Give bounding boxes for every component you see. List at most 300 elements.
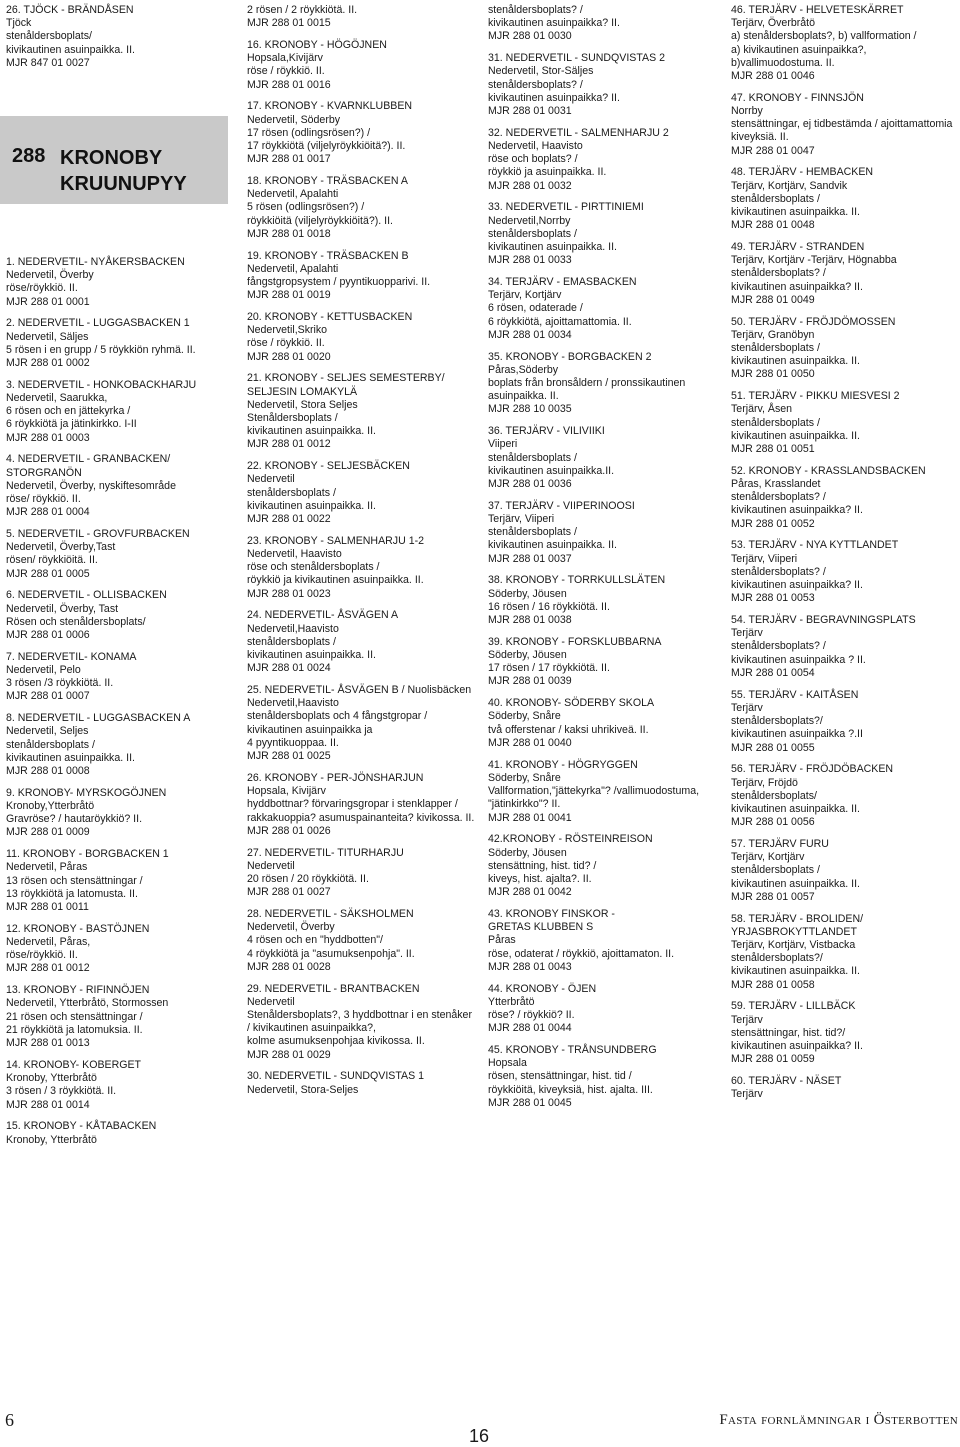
site-detail-line: MJR 288 01 0033: [488, 254, 572, 267]
site-detail-line: Viiperi: [488, 438, 518, 451]
site-detail-line: stenåldersboplats?/: [731, 715, 823, 728]
site-heading: 18. KRONOBY - TRÄSBACKEN A: [247, 175, 408, 188]
site-entry: [488, 759, 723, 825]
site-detail-line: MJR 288 01 0016: [247, 78, 331, 91]
site-detail-line: Terjärv: [731, 1013, 763, 1026]
site-detail-line: / kivikautinen asuinpaikka?,: [247, 1022, 376, 1035]
site-heading: 20. KRONOBY - KETTUSBACKEN: [247, 311, 413, 324]
site-detail-line: MJR 288 01 0051: [731, 443, 815, 456]
site-detail-line: Terjärv, Överbråtö: [731, 17, 815, 30]
site-detail-line: Nedervetil: [247, 473, 295, 486]
site-heading: 15. KRONOBY - KÅTABACKEN: [6, 1120, 157, 1133]
site-detail-line: MJR 288 01 0027: [247, 886, 331, 899]
site-detail-line: kivikautinen asuinpaikka? II.: [488, 91, 620, 104]
site-detail-line: röykkiöitä, kiveyksiä, hist. ajalta. III.: [488, 1083, 653, 1096]
site-detail-line: MJR 288 01 0028: [247, 960, 331, 973]
site-detail-line: stenåldersboplats /: [488, 526, 577, 539]
site-entry: [731, 614, 959, 680]
site-detail-line: stenåldersboplats /: [488, 227, 577, 240]
site-detail-line: MJR 288 01 0058: [731, 978, 815, 991]
site-detail-line: YRJASBROKYTTLANDET: [731, 925, 857, 938]
site-detail-line: 17 rösen / 17 röykkiötä. II.: [488, 662, 610, 675]
site-entry: [247, 847, 482, 900]
site-detail-line: 4 röykkiötä ja "asumuksenpohja". II.: [247, 947, 415, 960]
site-detail-line: MJR 288 01 0018: [247, 227, 331, 240]
site-heading: 53. TERJÄRV - NYA KYTTLANDET: [731, 539, 899, 552]
site-entry: [6, 1059, 241, 1112]
site-detail-line: MJR 288 01 0029: [247, 1048, 331, 1061]
site-detail-line: 21 rösen och stensättningar /: [6, 1010, 143, 1023]
site-detail-line: Terjärv, Åsen: [731, 403, 793, 416]
site-detail-line: 6 rösen, odaterade /: [488, 302, 583, 315]
site-entry: [731, 763, 959, 829]
site-heading: 4. NEDERVETIL - GRANBACKEN/: [6, 453, 171, 466]
site-detail-line: Nedervetil, Seljes: [6, 725, 89, 738]
site-entry: [247, 772, 482, 838]
site-detail-line: stenåldersboplats/: [6, 30, 92, 43]
site-heading: 35. KRONOBY - BORGBACKEN 2: [488, 350, 652, 363]
site-detail-line: Nedervetil,Haavisto: [247, 622, 339, 635]
site-detail-line: Nedervetil,Haavisto: [247, 697, 339, 710]
site-detail-line: stenåldersboplats /: [731, 864, 820, 877]
site-heading: 27. NEDERVETIL- TITURHARJU: [247, 846, 404, 859]
site-detail-line: stenåldersboplats/: [731, 789, 817, 802]
site-entry: [6, 651, 241, 704]
site-detail-line: Tjöck: [6, 17, 32, 30]
site-entry: [247, 609, 482, 675]
site-entry: [731, 1075, 959, 1101]
site-entry: [6, 589, 241, 642]
site-entry: [247, 311, 482, 364]
site-detail-line: stenåldersboplats? /: [488, 78, 583, 91]
site-entry: [247, 175, 482, 241]
site-detail-line: MJR 288 01 0019: [247, 289, 331, 302]
site-heading: 7. NEDERVETIL- KONAMA: [6, 650, 137, 663]
site-detail-line: Terjärv, Viiperi: [731, 552, 798, 565]
site-detail-line: Terjärv, Kortjärv: [488, 289, 562, 302]
site-detail-line: MJR 288 01 0001: [6, 295, 90, 308]
site-detail-line: kiveyksiä. II.: [731, 131, 789, 144]
site-entry: [488, 636, 723, 689]
page-number-center: 16: [469, 1426, 490, 1446]
site-detail-line: kiveys, hist. ajalta?. II.: [488, 872, 592, 885]
site-heading: 11. KRONOBY - BORGBACKEN 1: [6, 848, 169, 861]
site-heading: 36. TERJÄRV - VILIVIIKI: [488, 425, 605, 438]
site-heading: 59. TERJÄRV - LILLBÄCK: [731, 1000, 856, 1013]
site-detail-line: kolme asumuksenpohjaa kivikossa. II.: [247, 1035, 425, 1048]
site-detail-line: MJR 288 01 0054: [731, 666, 815, 679]
site-detail-line: 17 röykkiötä (viljelyröykkiöitä?). II.: [247, 140, 406, 153]
site-entry: [6, 848, 241, 914]
site-entry: [488, 500, 723, 566]
municipality-name-fi: KRUUNUPYY: [60, 173, 187, 195]
site-detail-line: MJR 288 01 0004: [6, 506, 90, 519]
site-detail-line: stenåldersboplats /: [488, 451, 577, 464]
site-detail-line: MJR 288 01 0012: [247, 438, 331, 451]
site-detail-line: Nedervetil, Överby: [247, 921, 335, 934]
site-detail-line: Terjärv, Granöbyn: [731, 328, 815, 341]
site-entry: [247, 250, 482, 303]
site-detail-line: MJR 288 01 0003: [6, 431, 90, 444]
site-heading: 45. KRONOBY - TRÅNSUNDBERG: [488, 1043, 657, 1056]
site-detail-line: MJR 288 01 0039: [488, 675, 572, 688]
site-detail-line: stensättningar, hist. tid?/: [731, 1026, 846, 1039]
site-detail-line: 5 rösen i en grupp / 5 röykkiön ryhmä. II.: [6, 343, 196, 356]
site-heading: 26. KRONOBY - PER-JÖNSHARJUN: [247, 771, 424, 784]
column-2-list: [247, 4, 482, 1105]
site-heading: 31. NEDERVETIL - SUNDQVISTAS 2: [488, 52, 666, 65]
site-heading: 56. TERJÄRV - FRÖJDÖBACKEN: [731, 763, 894, 776]
site-entry: [247, 908, 482, 974]
site-heading: 16. KRONOBY - HÖGÖJNEN: [247, 39, 387, 51]
site-detail-line: kivikautinen asuinpaikka. II.: [731, 206, 860, 219]
site-detail-line: stenåldersboplats? /: [731, 491, 826, 504]
site-heading: 37. TERJÄRV - VIIPERINOOSI: [488, 499, 635, 512]
site-entry: [488, 201, 723, 267]
site-detail-line: Nedervetil, Stora Seljes: [247, 398, 358, 411]
site-heading: 3. NEDERVETIL - HONKOBACKHARJU: [6, 378, 197, 391]
site-detail-line: Söderby, Snåre: [488, 710, 561, 723]
site-detail-line: stenåldersboplats /: [6, 738, 95, 751]
site-detail-line: MJR 288 01 0047: [731, 144, 815, 157]
site-detail-line: MJR 288 01 0023: [247, 587, 331, 600]
site-detail-line: MJR 288 01 0009: [6, 826, 90, 839]
site-detail-line: MJR 288 01 0011: [6, 901, 89, 914]
site-entry: [6, 379, 241, 445]
site-detail-line: Norrby: [731, 105, 763, 118]
site-entry: [731, 913, 959, 992]
site-detail-line: MJR 288 01 0037: [488, 552, 572, 565]
site-heading: 34. TERJÄRV - EMASBACKEN: [488, 276, 637, 289]
site-detail-line: kivikautinen asuinpaikka. II.: [247, 649, 376, 662]
site-heading: 6. NEDERVETIL - OLLISBACKEN: [6, 589, 167, 602]
site-entry: [247, 39, 482, 92]
site-detail-line: a) stenåldersboplats?, b) vallformation /: [731, 30, 917, 43]
site-detail-line: MJR 288 01 0013: [6, 1037, 90, 1050]
site-detail-line: röse och stenåldersboplats /: [247, 561, 380, 574]
site-detail-line: MJR 288 01 0022: [247, 513, 331, 526]
site-detail-line: MJR 288 01 0034: [488, 328, 572, 341]
page-number-left: 6: [5, 1410, 14, 1430]
site-detail-line: MJR 288 01 0006: [6, 629, 90, 642]
site-detail-line: Söderby, Jöusen: [488, 587, 567, 600]
site-detail-line: Kronoby, Ytterbråtö: [6, 1072, 97, 1085]
site-detail-line: MJR 288 01 0007: [6, 690, 90, 703]
site-detail-line: Nedervetil, Överby,Tast: [6, 541, 116, 554]
site-heading: 29. NEDERVETIL - BRANTBACKEN: [247, 982, 420, 995]
site-detail-line: boplats från bronsåldern / pronssikautinen: [488, 377, 686, 390]
site-detail-line: Nedervetil, Överby, nyskiftesområde: [6, 479, 176, 492]
site-detail-line: Hopsala, Kivijärv: [247, 785, 326, 798]
site-detail-line: MJR 288 01 0050: [731, 368, 815, 381]
site-detail-line: MJR 288 01 0048: [731, 219, 815, 232]
site-detail-line: Kronoby,Ytterbråtö: [6, 800, 95, 813]
site-detail-line: hyddbottnar? förvaringsgropar i stenklapper /: [247, 798, 458, 811]
site-heading: 14. KRONOBY- KOBERGET: [6, 1058, 142, 1071]
site-detail-line: Nedervetil: [247, 859, 295, 872]
column-1-list: [6, 256, 241, 1155]
site-entry: [488, 351, 723, 417]
site-entry: [488, 276, 723, 342]
site-detail-line: Nedervetil, Säljes: [6, 330, 89, 343]
site-entry: [247, 535, 482, 601]
site-heading: 23. KRONOBY - SALMENHARJU 1-2: [247, 534, 425, 547]
site-heading: 58. TERJÄRV - BROLIDEN/: [731, 912, 864, 925]
site-detail-line: stenåldersboplats? /: [731, 565, 826, 578]
site-detail-line: MJR 288 01 0020: [247, 350, 331, 363]
site-detail-line: kivikautinen asuinpaikka ja: [247, 723, 373, 736]
site-entry: [488, 983, 723, 1036]
site-detail-line: MJR 288 01 0014: [6, 1098, 90, 1111]
site-detail-line: stenåldersboplats och 4 fångstgropar /: [247, 710, 428, 723]
site-detail-line: 13 röykkiötä ja latomusta. II.: [6, 887, 138, 900]
column-1: [6, 4, 241, 79]
site-detail-line: Terjärv, Viiperi: [488, 513, 555, 526]
site-detail-line: 13 rösen och stensättningar /: [6, 874, 143, 887]
site-entry: [6, 453, 241, 519]
site-detail-line: Hopsala: [488, 1057, 527, 1070]
site-detail-line: MJR 288 01 0053: [731, 592, 815, 605]
site-detail-line: kivikautinen asuinpaikka. II.: [488, 241, 617, 254]
site-detail-line: MJR 288 01 0024: [247, 662, 331, 675]
site-entry: [6, 4, 241, 70]
site-detail-line: MJR 288 01 0012: [6, 962, 90, 975]
site-heading: 40. KRONOBY- SÖDERBY SKOLA: [488, 697, 655, 710]
site-detail-line: MJR 288 01 0036: [488, 478, 572, 491]
site-entry: [247, 372, 482, 451]
site-detail-line: Rösen och stenåldersboplats/: [6, 615, 146, 628]
site-detail-line: Nedervetil, Ytterbråtö, Stormossen: [6, 997, 169, 1010]
site-detail-line: 4 rösen och en "hyddbotten"/: [247, 934, 383, 947]
site-heading: 48. TERJÄRV - HEMBACKEN: [731, 166, 874, 179]
site-heading: 5. NEDERVETIL - GROVFURBACKEN: [6, 528, 190, 541]
site-heading: 21. KRONOBY - SELJES SEMESTERBY/: [247, 372, 445, 385]
site-detail-line: stenåldersboplats /: [247, 635, 336, 648]
site-heading: 25. NEDERVETIL- ÅSVÄGEN B / Nuolisbäcken: [247, 684, 472, 697]
site-heading: 39. KRONOBY - FORSKLUBBARNA: [488, 635, 662, 648]
site-entry: [731, 241, 959, 307]
site-entry: [6, 923, 241, 976]
site-detail-line: MJR 288 01 0032: [488, 179, 572, 192]
site-detail-line: Söderby, Jöusen: [488, 846, 567, 859]
site-detail-line: rösen/ röykkiöitä. II.: [6, 554, 98, 567]
site-detail-line: röse och boplats? /: [488, 153, 578, 166]
site-heading: 43. KRONOBY FINSKOR -: [488, 907, 615, 920]
site-entry: [247, 684, 482, 763]
site-detail-line: Nedervetil, Stora-Seljes: [247, 1083, 359, 1096]
site-detail-line: kivikautinen asuinpaikka. II.: [247, 425, 376, 438]
site-detail-line: Stenåldersboplats /: [247, 412, 338, 425]
site-heading: 57. TERJÄRV FURU: [731, 837, 829, 850]
site-detail-line: 6 rösen och en jättekyrka /: [6, 405, 131, 418]
site-heading: 44. KRONOBY - ÖJEN: [488, 982, 597, 995]
site-detail-line: 3 rösen /3 röykkiötä. II.: [6, 677, 114, 690]
site-detail-line: Påras,Söderby: [488, 363, 559, 376]
site-detail-line: MJR 288 01 0049: [731, 293, 815, 306]
municipality-name-sv: KRONOBY: [60, 147, 163, 169]
site-detail-line: röykkiö ja kivikautinen asuinpaikka. II.: [247, 574, 424, 587]
site-detail-line: röse / röykkiö. II.: [247, 337, 325, 350]
site-detail-line: kivikautinen asuinpaikka? II.: [731, 280, 863, 293]
site-detail-line: MJR 288 01 0015: [247, 17, 331, 30]
site-detail-line: 4 pyyntikuoppaa. II.: [247, 736, 339, 749]
municipality-number: 288: [12, 145, 46, 167]
site-detail-line: Gravröse? / hautaröykkiö? II.: [6, 813, 143, 826]
site-detail-line: röse? / röykkiö? II.: [488, 1008, 575, 1021]
site-entry: [247, 4, 482, 30]
site-detail-line: 21 röykkiötä ja latomuksia. II.: [6, 1023, 143, 1036]
site-heading: 26. TJÖCK - BRÄNDÅSEN: [6, 4, 134, 16]
site-detail-line: Nedervetil, Haavisto: [488, 140, 583, 153]
site-detail-line: MJR 288 01 0059: [731, 1053, 815, 1066]
site-detail-line: STORGRANÖN: [6, 466, 82, 479]
site-detail-line: kivikautinen asuinpaikka? II.: [731, 579, 863, 592]
site-detail-line: MJR 288 01 0042: [488, 886, 572, 899]
site-detail-line: MJR 288 01 0044: [488, 1022, 572, 1035]
site-detail-line: kivikautinen asuinpaikka ?.II: [731, 728, 863, 741]
site-heading: 41. KRONOBY - HÖGRYGGEN: [488, 758, 638, 771]
site-detail-line: röse/röykkiö. II.: [6, 282, 78, 295]
site-entry: [488, 127, 723, 193]
site-detail-line: Nedervetil, Apalahti: [247, 262, 339, 275]
site-entry: [731, 465, 959, 531]
site-heading: 52. KRONOBY - KRASSLANDSBACKEN: [731, 464, 926, 477]
site-detail-line: Nedervetil: [247, 995, 295, 1008]
site-detail-line: stenåldersboplats /: [731, 192, 820, 205]
site-detail-line: Ytterbråtö: [488, 995, 535, 1008]
site-detail-line: kivikautinen asuinpaikka? II.: [731, 504, 863, 517]
site-entry: [6, 787, 241, 840]
site-heading: 1. NEDERVETIL- NYÅKERSBACKEN: [6, 256, 185, 268]
site-detail-line: stenåldersboplats /: [247, 486, 336, 499]
site-detail-line: kivikautinen asuinpaikka? II.: [731, 1039, 863, 1052]
running-footer-title: Fasta fornlämningar i Österbotten: [719, 1412, 958, 1428]
site-entry: [731, 390, 959, 456]
site-heading: 42.KRONOBY - RÖSTEINREISON: [488, 833, 653, 846]
site-detail-line: Nedervetil, Saarukka,: [6, 392, 108, 405]
site-detail-line: MJR 288 01 0056: [731, 816, 815, 829]
site-heading: 33. NEDERVETIL - PIRTTINIEMI: [488, 201, 644, 214]
site-detail-line: Terjärv: [731, 1088, 763, 1101]
site-detail-line: 17 rösen (odlingsrösen?) /: [247, 126, 371, 139]
site-heading: 19. KRONOBY - TRÄSBACKEN B: [247, 249, 409, 262]
site-detail-line: Terjärv, Fröjdö: [731, 776, 798, 789]
site-detail-line: Nedervetil, Överby, Tast: [6, 602, 119, 615]
site-detail-line: a) kivikautinen asuinpaikka?,: [731, 43, 867, 56]
site-heading: 28. NEDERVETIL - SÄKSHOLMEN: [247, 907, 414, 920]
site-detail-line: stenåldersboplats /: [731, 342, 820, 355]
site-detail-line: kivikautinen asuinpaikka. II.: [731, 429, 860, 442]
site-heading: 49. TERJÄRV - STRANDEN: [731, 241, 865, 254]
site-heading: 22. KRONOBY - SELJESBÄCKEN: [247, 460, 410, 473]
site-detail-line: Nedervetil, Apalahti: [247, 188, 339, 201]
site-entry: [6, 256, 241, 309]
site-heading: 30. NEDERVETIL - SUNDQVISTAS 1: [247, 1070, 425, 1083]
site-detail-line: stensättningar, ej tidbestämda / ajoittamattomia: [731, 118, 953, 131]
site-entry: [488, 833, 723, 899]
site-detail-line: kivikautinen asuinpaikka. II.: [247, 499, 376, 512]
site-detail-line: MJR 288 01 0017: [247, 153, 331, 166]
site-entry: [488, 908, 723, 974]
site-heading: 32. NEDERVETIL - SALMENHARJU 2: [488, 126, 669, 139]
site-entry: [731, 4, 959, 83]
site-detail-line: MJR 288 01 0031: [488, 105, 572, 118]
site-detail-line: rösen, stensättningar, hist. tid /: [488, 1070, 632, 1083]
site-detail-line: 5 rösen (odlingsrösen?) /: [247, 201, 365, 214]
site-detail-line: stenåldersboplats?/: [731, 952, 823, 965]
site-detail-line: Terjärv, Kortjärv, Vistbacka: [731, 938, 856, 951]
site-detail-line: kivikautinen asuinpaikka. II.: [6, 43, 135, 56]
municipality-title: [60, 145, 187, 197]
site-detail-line: MJR 288 01 0040: [488, 736, 572, 749]
site-detail-line: MJR 288 01 0026: [247, 824, 331, 837]
site-entry: [6, 712, 241, 778]
site-detail-line: kivikautinen asuinpaikka.II.: [488, 464, 615, 477]
site-detail-line: Stenåldersboplats?, 3 hyddbottnar i en stenåker: [247, 1008, 472, 1021]
site-entry: [731, 316, 959, 382]
site-detail-line: kivikautinen asuinpaikka. II.: [731, 355, 860, 368]
site-detail-line: MJR 288 01 0008: [6, 765, 90, 778]
site-detail-line: MJR 288 01 0057: [731, 890, 815, 903]
site-heading: 12. KRONOBY - BASTÖJNEN: [6, 922, 150, 935]
site-entry: [488, 4, 723, 44]
site-detail-line: MJR 288 01 0005: [6, 567, 90, 580]
site-entry: [731, 166, 959, 232]
site-heading: 8. NEDERVETIL - LUGGASBACKEN A: [6, 712, 191, 725]
site-detail-line: MJR 288 01 0043: [488, 960, 572, 973]
site-detail-line: Nedervetil,Norrby: [488, 214, 571, 227]
site-detail-line: Nedervetil, Pelo: [6, 664, 81, 677]
site-detail-line: stenåldersboplats? /: [731, 640, 826, 653]
site-entry: [731, 539, 959, 605]
site-detail-line: fångstgropsystem / pyyntikuopparivi. II.: [247, 276, 431, 289]
site-detail-line: kivikautinen asuinpaikka ? II.: [731, 653, 866, 666]
site-detail-line: MJR 288 01 0045: [488, 1096, 572, 1109]
site-detail-line: MJR 288 01 0055: [731, 741, 815, 754]
site-detail-line: Terjärv: [731, 701, 763, 714]
site-detail-line: Kronoby, Ytterbråtö: [6, 1133, 97, 1146]
site-entry: [247, 1070, 482, 1096]
site-heading: 50. TERJÄRV - FRÖJDÖMOSSEN: [731, 315, 896, 328]
site-detail-line: 20 rösen / 20 röykkiötä. II.: [247, 872, 369, 885]
site-detail-line: MJR 288 01 0041: [488, 811, 572, 824]
site-detail-line: kivikautinen asuinpaikka. II.: [731, 965, 860, 978]
site-detail-line: kivikautinen asuinpaikka. II.: [731, 877, 860, 890]
site-detail-line: asuinpaikka. II.: [488, 390, 559, 403]
site-detail-line: Nedervetil, Stor-Säljes: [488, 65, 594, 78]
site-heading: 54. TERJÄRV - BEGRAVNINGSPLATS: [731, 614, 916, 627]
site-detail-line: MJR 288 01 0002: [6, 357, 90, 370]
site-heading: 2. NEDERVETIL - LUGGASBACKEN 1: [6, 317, 190, 330]
site-entry: [488, 52, 723, 118]
site-detail-line: Nedervetil, Överby: [6, 269, 94, 282]
site-entry: [488, 425, 723, 491]
site-detail-line: stensättning, hist. tid? /: [488, 859, 597, 872]
site-heading: 51. TERJÄRV - PIKKU MIESVESI 2: [731, 390, 900, 403]
site-detail-line: MJR 288 01 0038: [488, 614, 572, 627]
site-detail-line: Nedervetil, Påras: [6, 861, 88, 874]
site-entry: [247, 100, 482, 166]
site-detail-line: Nedervetil, Söderby: [247, 113, 341, 126]
site-detail-line: Söderby, Jöusen: [488, 649, 567, 662]
site-entry: [731, 1000, 959, 1066]
site-heading: 24. NEDERVETIL- ÅSVÄGEN A: [247, 609, 399, 622]
site-heading: 9. KRONOBY- MYRSKOGÖJNEN: [6, 786, 167, 799]
site-detail-line: kivikautinen asuinpaikka? II.: [488, 17, 620, 30]
site-detail-line: röse / röykkiö. II.: [247, 65, 325, 78]
site-detail-line: stenåldersboplats /: [731, 416, 820, 429]
site-entry: [488, 574, 723, 627]
